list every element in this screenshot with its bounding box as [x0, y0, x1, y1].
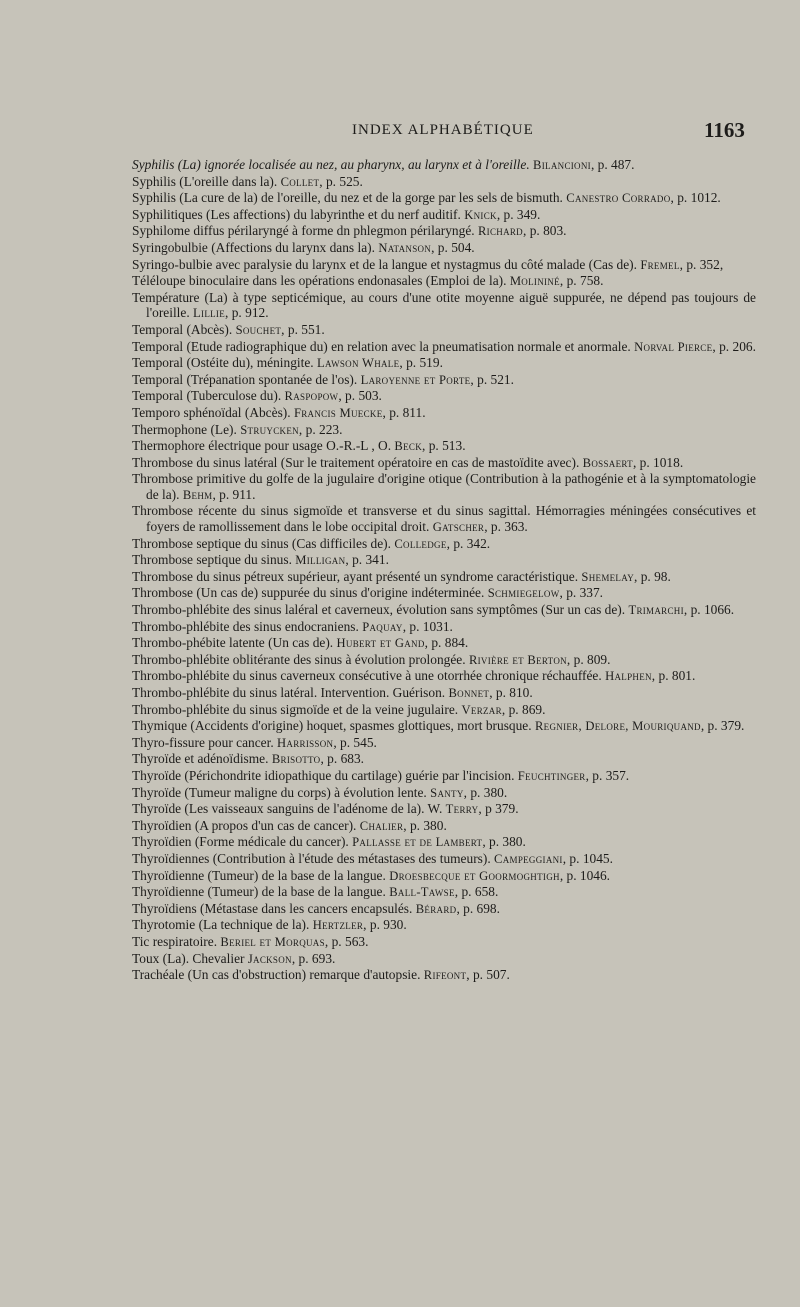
entry-author: Santy [430, 785, 464, 800]
entry-subject: Thymique (Accidents d'origine) hoquet, spasmes glottiques, mort brusque. [132, 718, 532, 734]
index-entry [132, 257, 756, 274]
entry-subject: Temporal (Abcès). [132, 321, 233, 337]
entry-author: Struycken [240, 422, 299, 437]
index-entry [132, 917, 756, 934]
entry-page-ref: , p. 342. [446, 535, 491, 551]
index-entry [132, 174, 756, 191]
entry-page-ref: , p. 884. [424, 635, 469, 651]
entry-author: Schmiegelow [487, 586, 560, 601]
entry-page-ref: , p. 1046. [559, 867, 611, 883]
entry-subject: Temporal (Etude radiographique du) en relation avec la pneumatisation normale et anormale. [132, 338, 631, 354]
entry-page-ref: , p. 803. [523, 223, 567, 239]
index-entry [132, 967, 756, 984]
entry-page-ref: , p. 869. [501, 701, 546, 717]
index-entry [132, 934, 756, 951]
entry-subject: Temporal (Tuberculose du). [132, 388, 282, 404]
entry-page-ref: , p. 503. [338, 388, 382, 404]
index-entry [132, 702, 756, 719]
entry-author: Droesbecque et Goormoghtigh [389, 868, 560, 883]
entry-author: Fremel [640, 257, 680, 272]
entry-subject: Syphilitiques (Les affections) du labyrinthe et du nerf auditif. [132, 206, 461, 222]
entry-page-ref: , p. 349. [496, 206, 541, 222]
entry-subject: Thrombose septique du sinus (Cas difficiles de). [132, 535, 391, 551]
entry-subject: Thyroïde (Tumeur maligne du corps) à évolution lente. [132, 784, 427, 800]
entry-author: Bérard [415, 901, 457, 916]
entry-author: Feuchtinger [517, 768, 586, 783]
index-entry [132, 801, 756, 818]
entry-subject: Thrombose récente du sinus sigmoïde et transverse et du sinus sagittal. Hémorragies méningées consécutives et foyers de ramollissement dans le lobe occipital droit. [132, 503, 756, 535]
entry-subject: Syringo-bulbie avec paralysie du larynx et de la langue et nystagmus du côté malade (Cas de). [132, 256, 637, 272]
index-entry [132, 585, 756, 602]
entry-subject: Syringobulbie (Affections du larynx dans la). [132, 239, 375, 255]
index-entry [132, 355, 756, 372]
index-entry [132, 388, 756, 405]
entry-author: Lawson Whale [317, 356, 400, 371]
entry-page-ref: , p. 337. [559, 585, 604, 601]
entry-author: Colledge [394, 536, 447, 551]
entry-page-ref: , p. 487. [590, 157, 635, 172]
running-title: INDEX ALPHABÉTIQUE [352, 122, 534, 138]
index-entry [132, 834, 756, 851]
entry-page-ref: , p. 810. [489, 685, 533, 700]
entry-subject: Thrombo-phébite latente (Un cas de). [132, 635, 334, 651]
entry-author: Rifeont [423, 968, 467, 983]
entry-page-ref: , p. 545. [333, 734, 377, 750]
entry-subject: Syphilis (La cure de la) de l'oreille, du nez et de la gorge par les sels de bismuth. [132, 190, 563, 206]
index-entry [132, 207, 756, 224]
entry-page-ref: , p. 380. [463, 784, 508, 800]
entry-author: Trimarchi [628, 603, 684, 618]
index-entry [132, 372, 756, 389]
entry-page-ref: , p. 98. [634, 568, 671, 584]
entry-page-ref: , p. 206. [712, 338, 756, 354]
entry-subject: Thyroïdiens (Métastase dans les cancers encapsulés. [132, 900, 413, 916]
entry-subject: Thyroïde (Les vaisseaux sanguins de l'adénome de la). W. [132, 801, 443, 817]
entry-page-ref: , p. 341. [345, 552, 389, 568]
index-entry [132, 422, 756, 439]
entry-author: Rivière et Berton [468, 652, 567, 667]
entry-subject: Thyroïdiennes (Contribution à l'étude des métastases des tumeurs). [132, 850, 491, 866]
index-entry [132, 339, 756, 356]
index-entry [132, 471, 756, 503]
entry-author: Brisotto [271, 752, 321, 767]
index-entry [132, 718, 756, 735]
entry-page-ref: , p. 801. [651, 668, 696, 684]
entry-page-ref: , p. 563. [324, 933, 369, 949]
entry-page-ref: , p. 1066. [683, 602, 735, 618]
entry-author: Terry [445, 802, 479, 817]
entry-subject: Thyro-fissure pour cancer. [132, 734, 274, 750]
index-entries [132, 157, 756, 984]
entry-author: Laroyenne et Porte [360, 372, 471, 387]
entry-page-ref: , p. 1018. [632, 454, 684, 470]
entry-page-ref: , p. 504. [431, 239, 475, 255]
entry-page-ref: , p. 1031. [402, 618, 453, 634]
entry-author: Collet [280, 174, 320, 189]
entry-subject: Syphilome diffus périlaryngé à forme dn phlegmon périlaryngé. [132, 223, 475, 239]
entry-author: Paquay [362, 619, 403, 634]
entry-subject: Thrombose primitive du golfe de la jugulaire d'origine otique (Contribution à la pathogénie et à la symptomatologie de la). [132, 471, 756, 502]
index-entry [132, 785, 756, 802]
entry-page-ref: , p. 223. [298, 421, 343, 437]
entry-subject: Thrombo-phlébite des sinus laléral et caverneux, évolution sans symptômes (Sur un cas de). [132, 602, 626, 618]
entry-page-ref: , p. 379. [700, 718, 745, 734]
entry-author: Raspopow [284, 389, 339, 404]
entry-author: Jackson [247, 951, 292, 966]
index-entry [132, 223, 756, 240]
entry-subject: Thrombo-phlébite du sinus caverneux consécutive à une otorrhée chronique réchauffée. [132, 668, 602, 684]
entry-subject: Thrombose du sinus pétreux supérieur, ayant présenté un syndrome caractéristique. [132, 568, 579, 584]
entry-subject: Thrombo-phlébite des sinus endocraniens. [132, 618, 359, 634]
entry-subject: Thrombose du sinus latéral (Sur le traitement opératoire en cas de mastoïdite avec). [132, 454, 580, 470]
entry-page-ref: , p. 380. [482, 834, 526, 850]
entry-author: Knick [464, 207, 497, 222]
index-entry [132, 685, 756, 702]
index-entry [132, 455, 756, 472]
index-entry [132, 273, 756, 290]
index-entry [132, 652, 756, 669]
index-entry [132, 768, 756, 785]
entry-author: Shemelay [581, 569, 634, 584]
entry-page-ref: , p. 1045. [562, 850, 613, 866]
entry-author: Ball-Tawse [389, 885, 455, 900]
entry-subject: Thrombose (Un cas de) suppurée du sinus d'origine indéterminée. [132, 585, 485, 601]
entry-subject: Thyroïdienne (Tumeur) de la base de la langue. [132, 867, 386, 883]
entry-page-ref: , p. 519. [399, 355, 443, 371]
index-entry [132, 503, 756, 535]
entry-subject: Toux (La). Chevalier [132, 950, 245, 966]
entry-page-ref: , p. 380. [403, 817, 447, 833]
entry-page-ref: , p. 758. [559, 273, 604, 289]
entry-subject: Thrombo-phlébite du sinus sigmoïde et de la veine jugulaire. [132, 701, 459, 717]
index-entry [132, 552, 756, 569]
entry-author: Chalier [359, 818, 404, 833]
entry-page-ref: , p. 525. [319, 173, 363, 189]
page-header [0, 120, 800, 144]
entry-author: Natanson [378, 240, 432, 255]
entry-author: Behm [182, 487, 213, 502]
entry-author: Hubert et Gand [336, 636, 425, 651]
entry-author: Francis Muecke [293, 405, 383, 420]
index-entry [132, 868, 756, 885]
index-entry [132, 157, 756, 174]
entry-author: Verzar [461, 702, 502, 717]
index-entry [132, 735, 756, 752]
index-entry [132, 405, 756, 422]
entry-subject: Thyroïdien (Forme médicale du cancer). [132, 834, 349, 850]
entry-page-ref: , p 379. [478, 801, 519, 817]
index-entry [132, 190, 756, 207]
index-entry [132, 901, 756, 918]
entry-subject: Thyroïde et adénoïdisme. [132, 751, 269, 767]
entry-author: Pallasse et de Lambert [352, 835, 483, 850]
entry-subject: Thyroïdien (A propos d'un cas de cancer). [132, 817, 357, 833]
entry-subject: Thermophone (Le). [132, 421, 237, 437]
entry-page-ref: , p. 1012. [670, 190, 721, 206]
entry-author: Molininé [509, 274, 560, 289]
entry-page-ref: , p. 352, [679, 256, 724, 272]
entry-page-ref: , p. 911. [212, 486, 256, 502]
index-entry [132, 668, 756, 685]
entry-author: Regnier, Delore, Mouriquand [534, 719, 701, 734]
index-entry [132, 884, 756, 901]
entry-page-ref: , p. 507. [466, 967, 510, 983]
index-entry [132, 569, 756, 586]
index-entry [132, 851, 756, 868]
entry-author: Bilancioni [533, 158, 591, 172]
index-entry [132, 818, 756, 835]
entry-subject: Syphilis (La) ignorée localisée au nez, au pharynx, au larynx et à l'oreille. [132, 157, 530, 172]
entry-author: Beck [394, 439, 423, 454]
entry-page-ref: , p. 363. [484, 519, 528, 535]
index-entry [132, 290, 756, 322]
entry-author: Bonnet [448, 686, 490, 700]
entry-subject: Trachéale (Un cas d'obstruction) remarque d'autopsie. [132, 967, 421, 983]
entry-author: Harrisson [277, 735, 334, 750]
entry-page-ref: , p. 551. [281, 321, 325, 337]
entry-page-ref: , p. 698. [456, 900, 500, 916]
entry-subject: Thrombose septique du sinus. [132, 552, 292, 568]
index-entry [132, 619, 756, 636]
entry-subject: Thrombo-phlébite du sinus latéral. Intervention. Guérison. [132, 685, 446, 700]
entry-author: Halphen [605, 669, 652, 684]
entry-subject: Téléloupe binoculaire dans les opérations endonasales (Emploi de la). [132, 273, 507, 289]
entry-author: Milligan [295, 553, 346, 568]
entry-page-ref: , p. 357. [585, 767, 630, 783]
entry-author: Souchet [235, 322, 282, 337]
index-entry [132, 536, 756, 553]
entry-page-ref: , p. 658. [454, 884, 499, 900]
index-entry [132, 751, 756, 768]
entry-subject: Thermophore électrique pour usage O.-R.-L , O. [132, 438, 392, 454]
entry-author: Hertzler [312, 918, 364, 933]
entry-subject: Temporal (Ostéite du), méningite. [132, 355, 314, 371]
entry-page-ref: , p. 521. [470, 371, 514, 387]
entry-author: Norval Pierce [634, 339, 713, 354]
entry-subject: Temporal (Trépanation spontanée de l'os). [132, 371, 358, 387]
entry-page-ref: , p. 513. [422, 438, 466, 454]
page-number: 1163 [704, 118, 745, 142]
index-entry [132, 602, 756, 619]
entry-author: Richard [477, 224, 523, 239]
entry-author: Campeggiani [494, 851, 563, 866]
index-entry [132, 322, 756, 339]
entry-subject: Tic respiratoire. [132, 933, 218, 949]
entry-page-ref: , p. 930. [363, 917, 407, 933]
entry-author: Gatscher [432, 520, 485, 535]
index-entry [132, 951, 756, 968]
index-entry [132, 438, 756, 455]
entry-subject: Thyrotomie (La technique de la). [132, 917, 310, 933]
entry-subject: Temporo sphénoïdal (Abcès). [132, 404, 291, 420]
entry-author: Canestro Corrado [566, 191, 671, 206]
entry-page-ref: , p. 912. [225, 305, 269, 321]
entry-subject: Température (La) à type septicémique, au cours d'une otite moyenne aiguë suppurée, ne dépend pas toujours de l'oreille. [132, 289, 756, 321]
entry-page-ref: , p. 811. [382, 404, 426, 420]
index-entry [132, 240, 756, 257]
entry-author: Lillie [193, 306, 226, 321]
entry-subject: Thrombo-phlébite oblitérante des sinus à évolution prolongée. [132, 651, 466, 667]
entry-page-ref: , p. 809. [566, 651, 611, 667]
entry-author: Bossaert [582, 455, 633, 470]
entry-subject: Thyroïde (Périchondrite idiopathique du cartilage) guérie par l'incision. [132, 767, 515, 783]
entry-author: Beriel et Morquas [220, 934, 325, 949]
entry-subject: Thyroïdienne (Tumeur) de la base de la langue. [132, 884, 386, 900]
entry-subject: Syphilis (L'oreille dans la). [132, 173, 278, 189]
entry-page-ref: , p. 693. [291, 950, 336, 966]
index-entry [132, 635, 756, 652]
entry-page-ref: , p. 683. [320, 751, 365, 767]
